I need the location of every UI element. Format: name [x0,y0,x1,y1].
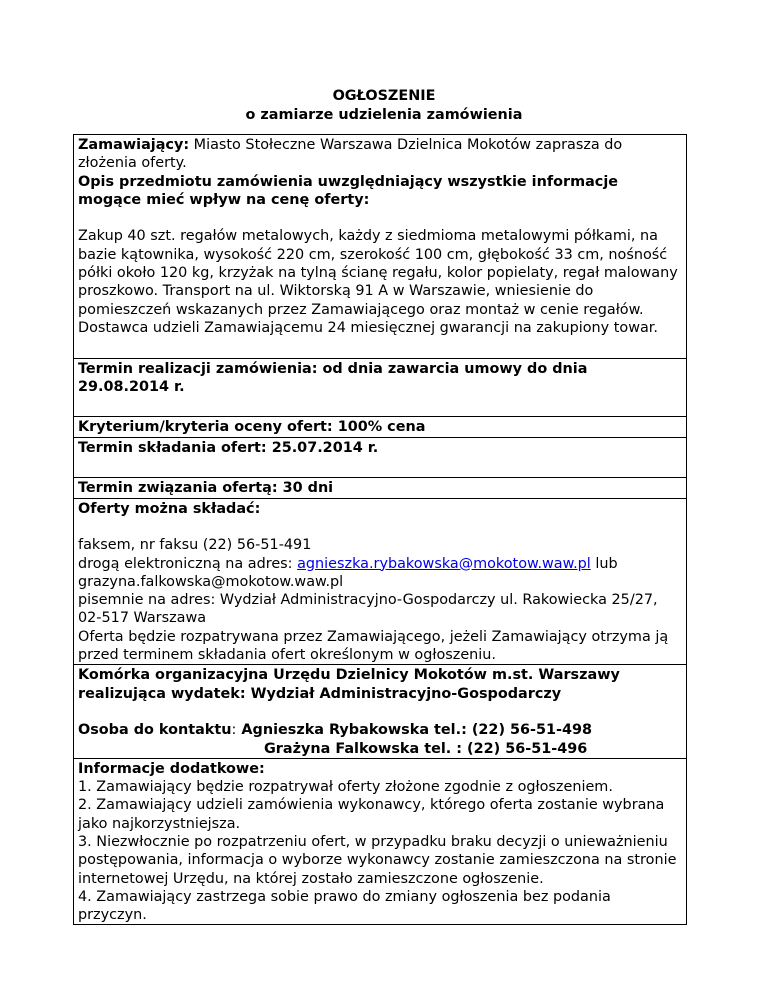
additional-item: 2. Zamawiający udzieli zamówienia wykonawcy, którego oferta zostanie wybrana jako najkorzystniejsza. [78,797,665,832]
section-additional-info [73,758,687,926]
email-link[interactable]: agnieszka.rybakowska@mokotow.waw.pl [297,555,591,572]
spacer [78,703,682,721]
submission-fax: faksem, nr faksu (22) 56-51-491 [78,537,312,554]
announcement-table [73,134,687,925]
additional-heading: Informacje dodatkowe: [78,760,265,777]
ordering-party-label: Zamawiający: [78,137,190,153]
title-line-1: OGŁOSZENIE [332,88,436,104]
contact-line-1: Osoba do kontaktu: Agnieszka Rybakowska tel.: (22) 56-51-498 [78,722,593,739]
section-submission [73,498,687,665]
spacer [78,337,682,355]
contact-label: Osoba do kontaktu [78,722,232,739]
contact-person-1: Agnieszka Rybakowska tel.: (22) 56-51-498 [236,722,593,739]
submission-note: Oferta będzie rozpatrywana przez Zamawiającego, jeżeli Zamawiający otrzyma ją przed terminem składania ofert określonym w ogłoszeniu. [78,628,669,664]
description-body: Zakup 40 szt. regałów metalowych, każdy z siedmioma metalowymi półkami, na bazie kątownika, wysokość 220 cm, szerokość 100 cm, głębokość 33 cm, nośność półki około 120 kg, krzyżak na tylną ścianę regału, kolor popielaty, regał malowany proszkowo. Transport na ul. Wiktorską 91 A w Warszawie, wniesienie do pomieszczeń wskazanych przez Zamawiającego oraz montaż w cenie regałów. Dostawca udzieli Zamawiającemu 24 miesięcznej gwarancji na zakupiony towar. [78,228,678,336]
completion-deadline: Termin realizacji zamówienia: od dnia zawarcia umowy do dnia 29.08.2014 r. [78,360,588,395]
title-line-2: o zamiarze udzielenia zamówienia [245,107,523,123]
section-submission-deadline [73,437,687,478]
contact-line-2 [78,740,682,758]
additional-item: 3. Niezwłocznie po rozpatrzeniu ofert, w przypadku braku decyzji o unieważnieniu postępowania, informacja o wyborze wykonawcy zostanie zamieszczona na stronie internetowej Urzędu, na której zostało zamieszczone ogłoszenie. [78,833,677,887]
submission-post: pisemnie na adres: Wydział Administracyjno-Gospodarczy ul. Rakowiecka 25/27, 02-517 Warszawa [78,592,658,627]
page-title [0,87,768,125]
submission-deadline: Termin składania ofert: 25.07.2014 r. [78,439,379,456]
spacer [78,518,682,536]
spacer [78,396,682,414]
binding-period: Termin związania ofertą: 30 dni [78,480,334,497]
additional-item: 1. Zamawiający będzie rozpatrywał oferty złożone zgodnie z ogłoszeniem. [78,779,613,796]
section-unit-contact [73,664,687,757]
submission-heading: Oferty można składać: [78,500,261,517]
spacer [78,209,682,227]
description-heading: Opis przedmiotu zamówienia uwzględniający wszystkie informacje mogące mieć wpływ na cenę oferty: [78,173,619,208]
additional-item: 4. Zamawiający zastrzega sobie prawo do zmiany ogłoszenia bez podania przyczyn. [78,888,611,924]
section-criteria [73,416,687,436]
criteria: Kryterium/kryteria oceny ofert: 100% cena [78,419,426,436]
section-ordering-description [73,134,687,358]
section-completion-deadline [73,358,687,417]
ordering-party [78,136,682,173]
submission-email: drogą elektroniczną na adres: agnieszka.rybakowska@mokotow.waw.pl lub grazyna.falkowska@mokotow.waw.pl [78,555,618,590]
spacer [78,457,682,475]
section-binding-period [73,477,687,497]
organizational-unit: Komórka organizacyjna Urzędu Dzielnicy Mokotów m.st. Warszawy realizująca wydatek: Wydział Administracyjno-Gospodarczy [78,667,620,702]
contact-person-2: Grażyna Falkowska tel. : (22) 56-51-496 [264,740,588,757]
ordering-party-text: Miasto Stołeczne Warszawa Dzielnica Mokotów zaprasza do złożenia oferty. [78,137,623,172]
